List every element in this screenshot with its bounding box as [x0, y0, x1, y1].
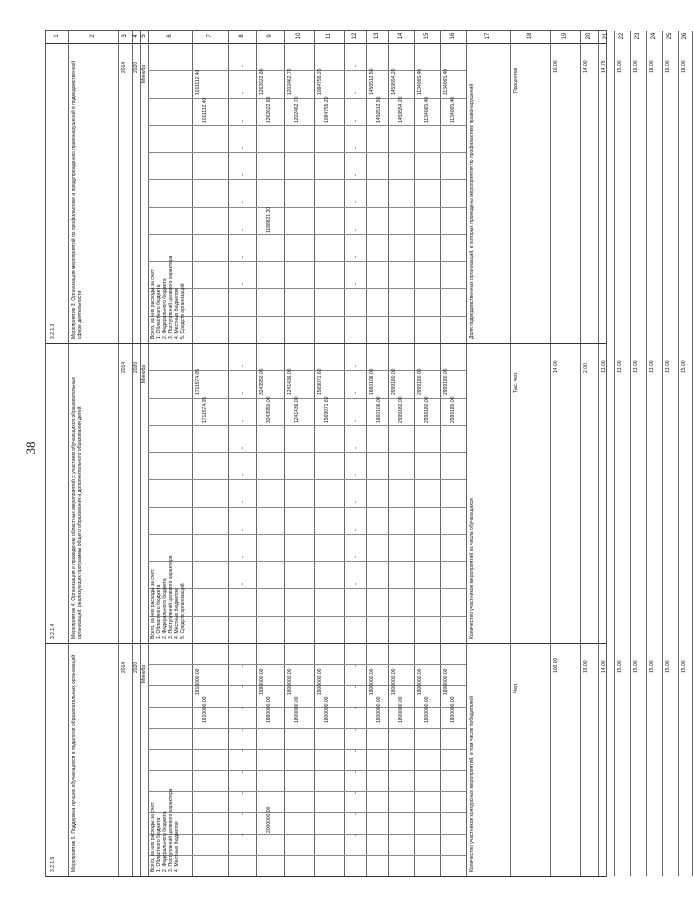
empty-cell-dash: - [353, 474, 359, 477]
indicator: Количество участников конкурсных мероприятий, в том числе победителей [469, 696, 475, 872]
amount-v14-line1: 1800000.00 [398, 696, 404, 723]
amount-v16: 1134065.40 [443, 68, 449, 95]
amount-v11: 1084755.20 [317, 68, 323, 95]
empty-cell-dash: - [353, 834, 359, 837]
empty-cell-dash: - [353, 419, 359, 422]
amount-v9-line1: 1262622.80 [266, 96, 272, 123]
column-number: 1 [54, 34, 60, 38]
amount-v15: 1134065.40 [417, 68, 423, 95]
empty-cell-dash: - [240, 770, 246, 773]
empty-cell-dash: - [240, 255, 246, 258]
unit: Чел. [513, 682, 519, 693]
year-value-y24: 18.00 [649, 60, 655, 73]
empty-cell-dash: - [353, 119, 359, 122]
amount-v15-line1: 1134065.40 [424, 96, 430, 123]
empty-cell-dash: - [353, 501, 359, 504]
year-value-y24: 15.00 [649, 660, 655, 673]
empty-cell-dash: - [240, 174, 246, 177]
empty-cell-dash: - [240, 474, 246, 477]
column-number: 10 [296, 32, 302, 40]
empty-cell-dash: - [240, 583, 246, 586]
sub-row-line [148, 855, 466, 856]
base-value: 14.00 [553, 360, 559, 373]
column-number: 3 [122, 34, 128, 38]
amount-v9-line1: 1880000.00 [266, 696, 272, 723]
amount-v10-line1: 1241436.00 [294, 396, 300, 423]
empty-cell-dash: - [240, 665, 246, 667]
amount-v16-line1: 2999180.00 [450, 396, 456, 423]
amount-v14: 2999180.00 [391, 368, 397, 395]
amount-v11-line1: 1084755.20 [324, 96, 330, 123]
year-value-y21: 14.75 [601, 60, 607, 73]
amount-v10-line1: 1202462.70 [294, 96, 300, 123]
year-value-y25: 13.00 [665, 360, 671, 373]
empty-cell-dash: - [240, 686, 246, 689]
indicator: Доля подведомственных организаций, в которых проведены мероприятия по профилактике правонарушений [469, 83, 475, 339]
amount-v13: 1456512.50 [369, 68, 375, 95]
sub-row-line [148, 452, 466, 453]
column-number: 21 [603, 32, 609, 40]
amount-v13: 1800000.00 [369, 668, 375, 695]
empty-cell-dash: - [240, 228, 246, 231]
column-number: 4 [133, 34, 139, 38]
executor: Минобр [141, 364, 147, 383]
year-value-y22: 15.00 [617, 60, 623, 73]
column-number: 15 [424, 32, 430, 40]
column-number: 18 [527, 32, 533, 40]
amount-v14-line1: 2999180.00 [398, 396, 404, 423]
block-divider [46, 343, 606, 344]
page-number: 38 [23, 441, 38, 455]
column-21 [598, 31, 615, 876]
funding-sources: Всего, из них расходы за счет: 1. Областного бюджета 2. Федерального бюджета 3. Поступлений целевого характера 4. Местных бюджетов 5. Средств организаций [150, 555, 186, 639]
empty-cell-dash: - [353, 555, 359, 558]
column-number: 5 [141, 34, 147, 38]
empty-cell-dash: - [353, 201, 359, 204]
year-value-y26: 18.00 [681, 60, 687, 73]
sub-row-line [148, 616, 466, 617]
empty-cell-dash: - [240, 749, 246, 752]
block-title: Мероприятие 3. Организация мероприятий по профилактике и предупреждению правонарушений в подведомственной сфере деятельности [71, 60, 83, 339]
empty-cell-dash: - [240, 65, 246, 67]
amount-extra: 2000000.00 [266, 806, 272, 833]
start-year: 2014 [121, 61, 127, 73]
amount-v11: 1569071.60 [317, 368, 323, 395]
column-25 [662, 31, 679, 876]
year-value-y21: 14.00 [601, 660, 607, 673]
sub-row-line [148, 288, 466, 289]
empty-cell-dash: - [353, 707, 359, 710]
amount-v15: 2999180.00 [417, 368, 423, 395]
sub-row-line [148, 791, 466, 795]
sub-row-line [148, 770, 466, 771]
column-19 [550, 31, 581, 876]
column-number: 7 [207, 34, 213, 38]
year-value-y25: 15.00 [665, 660, 671, 673]
funding-sources: Всего, из них расходы за счет: 1. Областного бюджета 2. Федерального бюджета 3. Поступлений целевого характера 4. Местных бюджетов [150, 788, 180, 872]
column-18 [510, 31, 551, 876]
empty-cell-dash: - [240, 792, 246, 795]
column-number: 9 [267, 34, 273, 38]
year-value-y20: 2.00 [583, 363, 589, 373]
empty-cell-dash: - [240, 146, 246, 149]
amount-v16: 2999180.00 [443, 368, 449, 395]
empty-cell-dash: - [240, 446, 246, 449]
empty-cell-dash: - [353, 446, 359, 449]
empty-cell-dash: - [240, 119, 246, 122]
amount-v13-line1: 1800000.00 [376, 696, 382, 723]
year-value-y24: 13.00 [649, 360, 655, 373]
column-number: 20 [586, 32, 592, 40]
sub-row-line [148, 425, 466, 426]
year-value-y25: 16.00 [665, 60, 671, 73]
amount-v10: 1800000.00 [287, 668, 293, 695]
sub-row-line [148, 588, 466, 589]
empty-cell-dash: - [240, 392, 246, 395]
block-title: Мероприятие 5. Поддержка лучших обучающихся и педагогов образовательных организаций [71, 654, 77, 872]
year-value-y23: 13.00 [633, 360, 639, 373]
column-22 [614, 31, 631, 876]
sub-row-line [148, 561, 466, 562]
empty-cell-dash: - [353, 283, 359, 286]
year-value-y22: 15.00 [617, 660, 623, 673]
column-number: 23 [635, 32, 641, 40]
executor: Минобр [141, 664, 147, 683]
amount-v13-line1: 1456512.50 [376, 96, 382, 123]
sub-row-line [148, 207, 466, 208]
empty-cell-dash: - [353, 665, 359, 667]
empty-cell-dash: - [353, 65, 359, 67]
executor: Минобр [141, 64, 147, 83]
empty-cell-dash: - [353, 686, 359, 689]
column-number: 17 [485, 32, 491, 40]
amount-v7-line1: 1711574.05 [202, 396, 208, 423]
block-title: Мероприятие 4. Организация и проведение областных мероприятий с участием обучающихся образовательных организаций, реализующих программы общего образования и дополнительного образования детей [71, 377, 83, 639]
sub-row-line [148, 179, 466, 180]
amount-extra: 1188821.30 [266, 206, 272, 233]
amount-v7-line1: 1810000.00 [202, 696, 208, 723]
empty-cell-dash: - [353, 749, 359, 752]
amount-v7: 1711574.05 [195, 368, 201, 395]
empty-cell-dash: - [240, 419, 246, 422]
year-value-y20: 15.00 [583, 660, 589, 673]
empty-cell-dash: - [353, 146, 359, 149]
sub-row-line [148, 507, 466, 508]
year-value-y20: 14.00 [583, 60, 589, 73]
amount-v16-line1: 1134065.40 [450, 96, 456, 123]
amount-v9: 1262622.80 [259, 68, 265, 95]
empty-cell-dash: - [240, 528, 246, 531]
empty-cell-dash: - [353, 365, 359, 367]
column-number: 26 [682, 32, 688, 40]
indicator: Количество участников мероприятий из числа обучающихся [469, 498, 475, 639]
unit: Тыс. чел. [513, 371, 519, 393]
year-value-y26: 15.00 [681, 360, 687, 373]
sub-row-line [148, 125, 466, 126]
amount-v7: 1810000.00 [195, 668, 201, 695]
empty-cell-dash: - [240, 92, 246, 95]
year-value-y23: 15.00 [633, 660, 639, 673]
sub-row-line [148, 316, 466, 317]
column-number: 6 [167, 34, 173, 38]
amount-v7-line1: 1011112.40 [202, 97, 208, 123]
amount-v11-line1: 1800000.00 [324, 696, 330, 723]
start-year: 2014 [121, 361, 127, 373]
column-number: 12 [352, 32, 358, 40]
empty-cell-dash: - [240, 834, 246, 837]
amount-v11: 1800000.00 [317, 668, 323, 695]
empty-cell-dash: - [240, 555, 246, 558]
block-divider [46, 643, 606, 644]
column-number: 16 [450, 32, 456, 40]
amount-v15-line1: 2999180.00 [424, 396, 430, 423]
funding-sources: Всего, из них расходы за счет: 1. Областного бюджета 2. Федерального бюджета 3. Поступлений целевого характера 4. Местных бюджетов 5. Средств организаций [150, 255, 186, 339]
amount-v10: 1202462.70 [287, 68, 293, 95]
amount-v15: 1800000.00 [417, 668, 423, 695]
header-divider [46, 43, 606, 44]
year-value-y22: 13.00 [617, 360, 623, 373]
sub-row-line [148, 479, 466, 480]
year-value-y21: 13.00 [601, 360, 607, 373]
sub-row-line [148, 234, 466, 235]
end-year: 2020 [133, 361, 139, 373]
column-number: 19 [562, 32, 568, 40]
empty-cell-dash: - [240, 283, 246, 286]
empty-cell-dash: - [353, 770, 359, 773]
amount-v14: 1800000.00 [391, 668, 397, 695]
column-number: 14 [398, 32, 404, 40]
amount-v16-line1: 1800000.00 [450, 696, 456, 723]
sub-row-line [148, 707, 466, 708]
empty-cell-dash: - [353, 583, 359, 586]
empty-cell-dash: - [353, 728, 359, 731]
amount-v14-line1: 1459554.20 [398, 96, 404, 123]
empty-cell-dash: - [353, 792, 359, 795]
end-year: 2020 [133, 661, 139, 673]
empty-cell-dash: - [353, 528, 359, 531]
end-year: 2020 [133, 61, 139, 73]
amount-v9-line1: 3243950.00 [266, 396, 272, 423]
sub-row-line [148, 398, 466, 399]
sub-row-line [148, 728, 466, 729]
column-26 [678, 31, 693, 876]
start-year: 2014 [121, 661, 127, 673]
block-code: 3.2.1.3 [50, 323, 56, 339]
amount-v10-line1: 1800000.00 [294, 696, 300, 723]
empty-cell-dash: - [353, 392, 359, 395]
amount-v15-line1: 1800000.00 [424, 696, 430, 723]
empty-cell-dash: - [240, 201, 246, 204]
sub-row-line [148, 749, 466, 750]
column-23 [630, 31, 647, 876]
column-number: 8 [239, 34, 245, 38]
block-code: 3.2.1.5 [50, 856, 56, 872]
amount-v7: 1011112.40 [195, 69, 201, 95]
sub-row-line [148, 534, 466, 535]
amount-v9: 1880000.00 [259, 668, 265, 695]
base-value: 10.00 [553, 60, 559, 73]
amount-v10: 1241436.00 [287, 368, 293, 395]
column-20 [580, 31, 599, 876]
block-divider [46, 876, 606, 877]
base-value: 100.00 [553, 657, 559, 673]
empty-cell-dash: - [240, 707, 246, 710]
column-24 [646, 31, 663, 876]
column-number: 2 [90, 34, 96, 38]
empty-cell-dash: - [240, 813, 246, 816]
column-number: 24 [651, 32, 657, 40]
sub-row-line [148, 152, 466, 153]
empty-cell-dash: - [240, 501, 246, 504]
unit: Процентов [513, 67, 519, 93]
amount-v13: 1860106.00 [369, 368, 375, 395]
empty-cell-dash: - [353, 92, 359, 95]
sub-row-line [148, 834, 466, 835]
year-value-y23: 16.00 [633, 60, 639, 73]
empty-cell-dash: - [353, 228, 359, 231]
amount-v16: 1800000.00 [443, 668, 449, 695]
empty-cell-dash: - [353, 174, 359, 177]
amount-v14: 1459554.20 [391, 68, 397, 95]
empty-cell-dash: - [240, 728, 246, 731]
amount-v13-line1: 1860106.00 [376, 396, 382, 423]
empty-cell-dash: - [353, 255, 359, 258]
year-value-y26: 15.00 [681, 660, 687, 673]
amount-v9: 3243950.00 [259, 368, 265, 395]
empty-cell-dash: - [240, 365, 246, 367]
block-code: 3.2.1.4 [50, 623, 56, 639]
sub-row-line [148, 812, 466, 816]
amount-v11-line1: 1569071.60 [324, 396, 330, 423]
sub-row-line [148, 261, 466, 262]
budget-table [45, 30, 688, 877]
sub-row-line [148, 98, 466, 99]
column-number: 11 [326, 32, 332, 40]
column-number: 22 [619, 32, 625, 40]
column-3 [118, 31, 133, 876]
column-number: 13 [374, 32, 380, 40]
column-number: 25 [667, 32, 673, 40]
empty-cell-dash: - [353, 813, 359, 816]
